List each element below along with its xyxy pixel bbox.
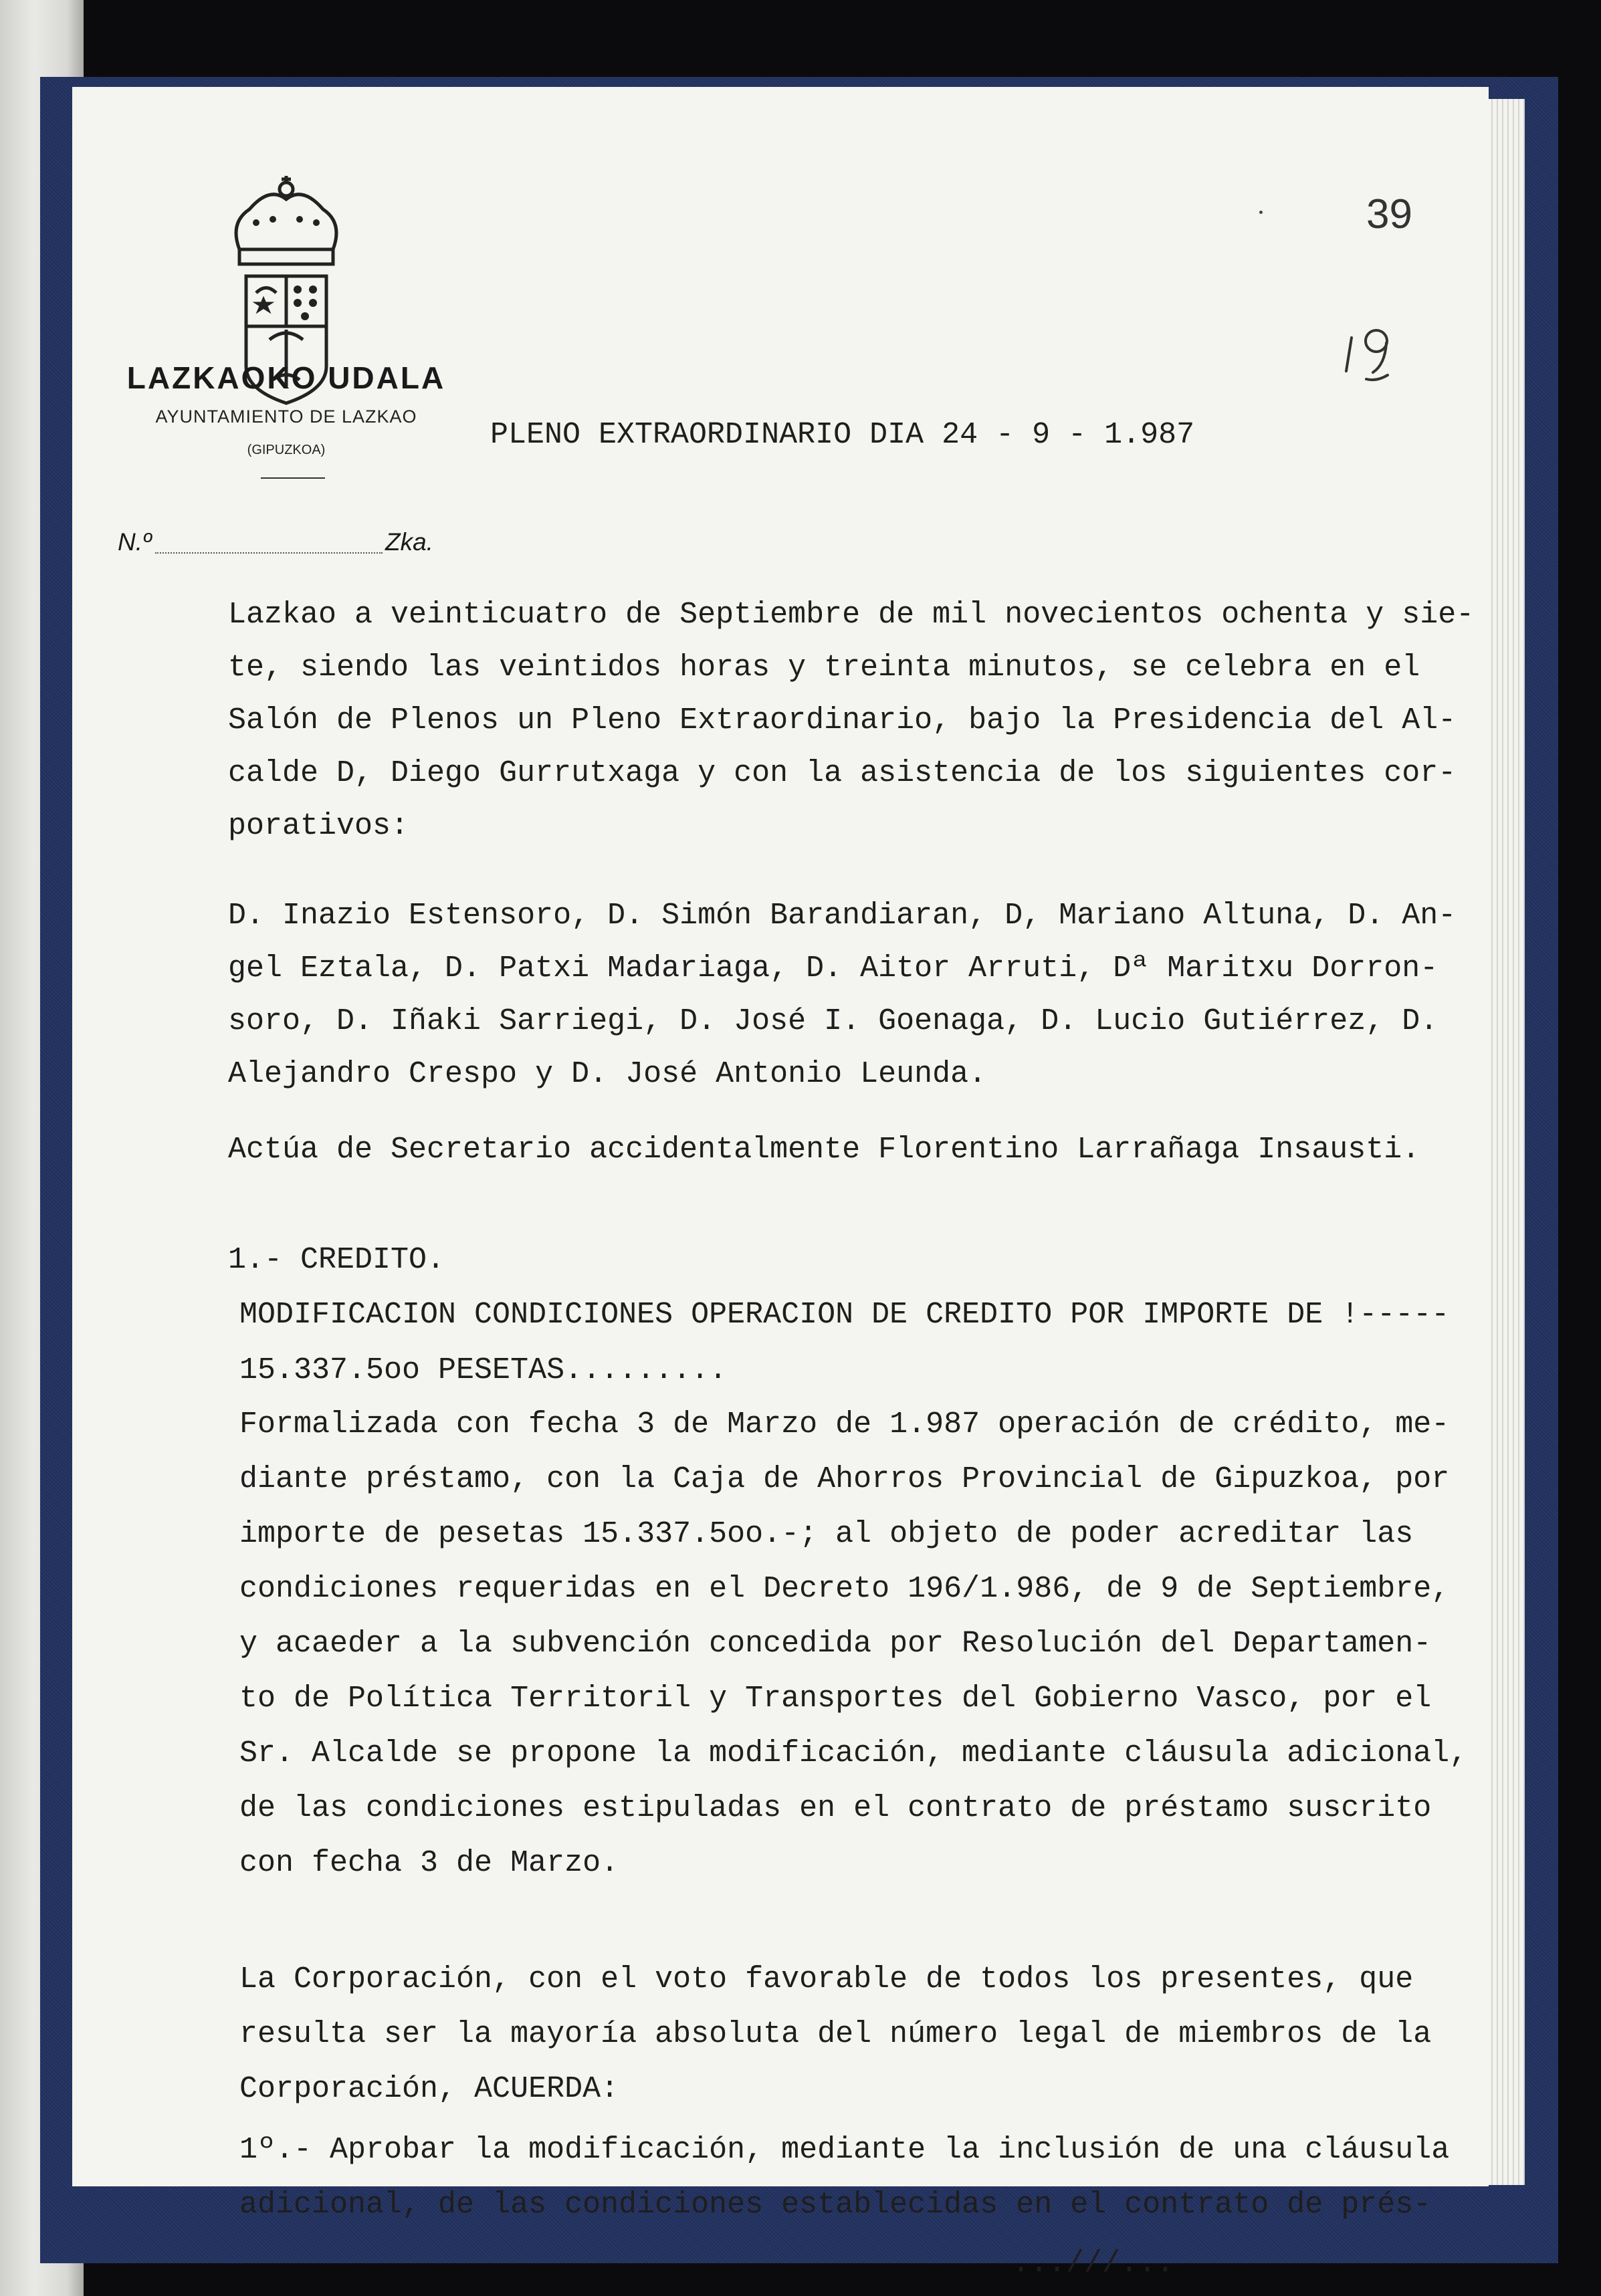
text-line: 1º.- Aprobar la modificación, mediante la inclusión de una cláusula <box>239 2133 1450 2167</box>
text-line: 15.337.5oo PESETAS......... <box>239 1353 728 1387</box>
item-subject <box>239 1287 1449 1398</box>
text-line: resulta ser la mayoría absoluta del número legal de miembros de la <box>239 2017 1432 2051</box>
text-line: con fecha 3 de Marzo. <box>239 1846 619 1880</box>
coat-of-arms-icon <box>203 159 370 440</box>
text-line: to de Política Territoril y Transportes del Gobierno Vasco, por el <box>239 1682 1432 1716</box>
text-line: Formalizada con fecha 3 de Marzo de 1.987 operación de crédito, me- <box>239 1407 1450 1442</box>
text-line: Lazkao a veinticuatro de Septiembre de mil novecientos ochenta y sie- <box>228 598 1475 632</box>
dotted-blank <box>155 552 383 554</box>
ink-dot <box>1259 211 1263 214</box>
text-line: soro, D. Iñaki Sarriegi, D. José I. Goenaga, D. Lucio Gutiérrez, D. <box>228 1004 1438 1038</box>
text-line: Alejandro Crespo y D. José Antonio Leunda. <box>228 1057 987 1091</box>
text-line: de las condiciones estipuladas en el contrato de préstamo suscrito <box>239 1791 1432 1825</box>
item-body <box>239 1397 1467 1891</box>
reference-number-field <box>118 528 465 562</box>
text-line: Salón de Plenos un Pleno Extraordinario, bajo la Presidencia del Al- <box>228 703 1457 737</box>
page-number: 39 <box>1366 191 1412 237</box>
number-label-es: N.º <box>118 528 152 556</box>
text-line: Actúa de Secretario accidentalmente Florentino Larrañaga Insausti. <box>228 1133 1420 1167</box>
text-line: La Corporación, con el voto favorable de todos los presentes, que <box>239 1962 1414 1996</box>
attendees-paragraph <box>228 889 1456 1101</box>
org-region: (GIPUZKOA) <box>247 443 326 457</box>
handwritten-mark-icon <box>1340 318 1413 384</box>
text-line: importe de pesetas 15.337.5oo.-; al objeto de poder acreditar las <box>239 1517 1414 1551</box>
intro-paragraph <box>228 588 1474 852</box>
item-title <box>228 1234 445 1286</box>
text-line: diante préstamo, con la Caja de Ahorros Provincial de Gipuzkoa, por <box>239 1462 1450 1496</box>
text-line: 1.- CREDITO. <box>228 1243 445 1277</box>
resolution-paragraph <box>239 1952 1431 2117</box>
text-line: MODIFICACION CONDICIONES OPERACION DE CREDITO POR IMPORTE DE !----- <box>239 1298 1450 1332</box>
text-line: Sr. Alcalde se propone la modificación, mediante cláusula adicional, <box>239 1736 1468 1770</box>
text-line: gel Eztala, D. Patxi Madariaga, D. Aitor Arruti, Dª Maritxu Dorron- <box>228 951 1438 986</box>
text-line: Corporación, ACUERDA: <box>239 2072 619 2106</box>
text-line: calde D, Diego Gurrutxaga y con la asistencia de los siguientes cor- <box>228 756 1457 790</box>
text-line: adicional, de las condiciones establecidas en el contrato de prés- <box>239 2188 1432 2222</box>
agreement-paragraph <box>239 2123 1449 2232</box>
text-line: D. Inazio Estensoro, D. Simón Barandiaran, D, Mariano Altuna, D. An- <box>228 899 1457 933</box>
text-line: condiciones requeridas en el Decreto 196/1.986, de 9 de Septiembre, <box>239 1572 1450 1606</box>
number-label-eu: Zka. <box>385 528 433 556</box>
text-line: te, siendo las veintidos horas y treinta minutos, se celebra en el <box>228 651 1420 685</box>
session-heading: PLENO EXTRAORDINARIO DIA 24 - 9 - 1.987 <box>490 418 1195 452</box>
text-line: porativos: <box>228 809 409 843</box>
continuation-mark: ...///... <box>1012 2247 1175 2281</box>
secretary-paragraph <box>228 1123 1420 1176</box>
divider <box>261 477 325 479</box>
text-line: y acaeder a la subvención concedida por Resolución del Departamen- <box>239 1627 1432 1661</box>
document-page <box>72 87 1489 2281</box>
org-name: LAZKAOKO UDALA <box>126 360 446 395</box>
org-subtitle: AYUNTAMIENTO DE LAZKAO <box>155 407 417 427</box>
